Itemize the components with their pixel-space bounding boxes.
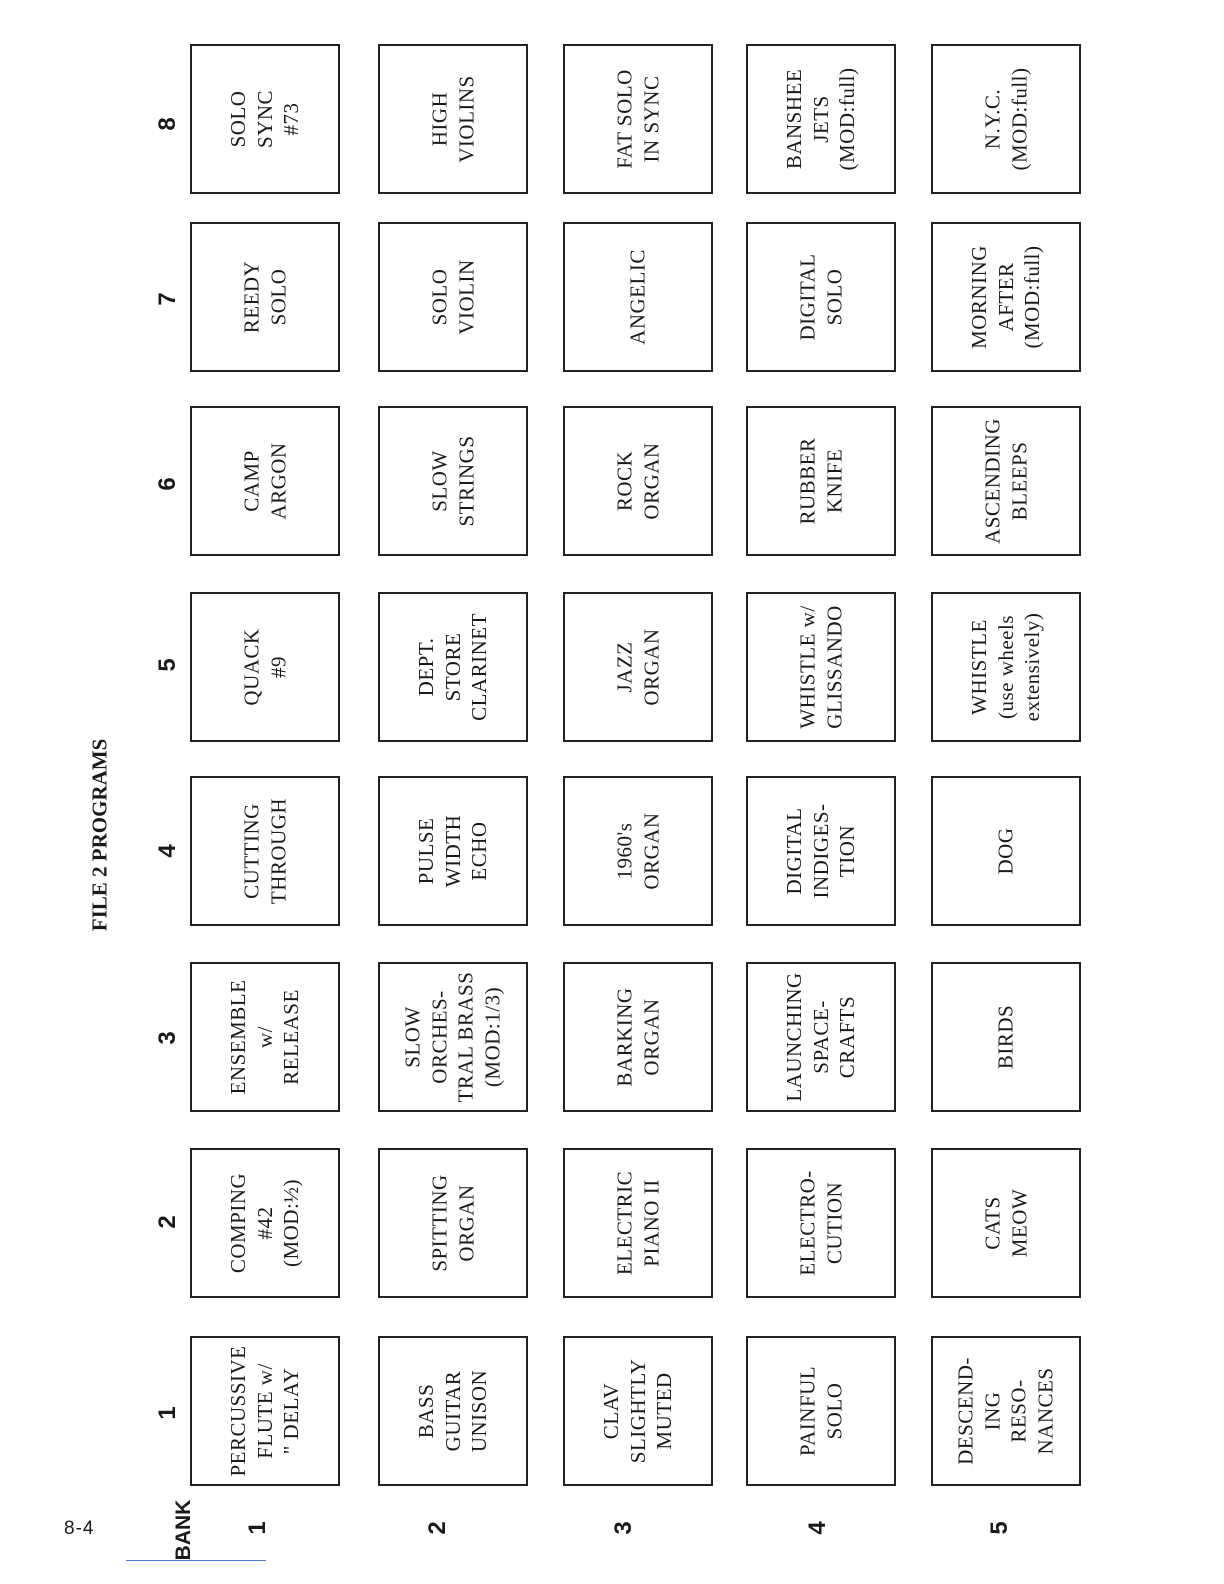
program-name: PERCUSSIVE FLUTE w/ " DELAY bbox=[226, 1345, 304, 1477]
program-name: CUTTING THROUGH bbox=[239, 797, 290, 905]
program-cell-bank4-prog3 bbox=[746, 962, 896, 1112]
program-name: DEPT. STORE CLARINET bbox=[414, 613, 492, 721]
program-cell-bank4-prog1 bbox=[746, 1336, 896, 1486]
bank-number-5: 5 bbox=[986, 1521, 1013, 1535]
program-name: CATS MEOW bbox=[980, 1188, 1031, 1258]
program-name: RUBBER KNIFE bbox=[795, 437, 846, 525]
program-name: LAUNCHING SPACE- CRAFTS bbox=[782, 972, 860, 1102]
program-cell-bank5-prog7 bbox=[931, 222, 1081, 372]
page-title: FILE 2 PROGRAMS bbox=[87, 738, 112, 932]
program-number-3: 3 bbox=[154, 1031, 181, 1045]
program-cell-bank3-prog5 bbox=[563, 592, 713, 742]
program-cell-bank4-prog7 bbox=[746, 222, 896, 372]
program-cell-bank1-prog2 bbox=[190, 1148, 340, 1298]
program-cell-bank1-prog5 bbox=[190, 592, 340, 742]
program-name: ANGELIC bbox=[625, 249, 650, 345]
program-name: BIRDS bbox=[993, 1004, 1018, 1070]
program-cell-bank4-prog4 bbox=[746, 776, 896, 926]
program-cell-bank2-prog4 bbox=[378, 776, 528, 926]
program-name: DESCEND- ING RESO- NANCES bbox=[953, 1357, 1058, 1465]
program-name: COMPING #42 (MOD:½) bbox=[226, 1172, 304, 1274]
program-name: N.Y.C. (MOD:full) bbox=[980, 67, 1031, 171]
program-cell-bank2-prog6 bbox=[378, 406, 528, 556]
program-number-7: 7 bbox=[154, 292, 181, 306]
program-name: ELECTRIC PIANO II bbox=[612, 1170, 663, 1276]
bank-label: BANK bbox=[172, 1499, 195, 1561]
program-cell-bank3-prog6 bbox=[563, 406, 713, 556]
program-cell-bank4-prog8 bbox=[746, 44, 896, 194]
program-cell-bank2-prog2 bbox=[378, 1148, 528, 1298]
program-name: SLOW ORCHES- TRAL BRASS (MOD:1/3) bbox=[400, 971, 505, 1103]
bank-number-2: 2 bbox=[424, 1521, 451, 1535]
program-name: ELECTRO- CUTION bbox=[795, 1170, 846, 1276]
program-name: BASS GUITAR UNISON bbox=[414, 1369, 492, 1453]
program-number-8: 8 bbox=[154, 117, 181, 131]
program-name: HIGH VIOLINS bbox=[427, 75, 478, 163]
program-cell-bank4-prog5 bbox=[746, 592, 896, 742]
bank-number-1: 1 bbox=[244, 1521, 271, 1535]
program-name: SOLO SYNC #73 bbox=[226, 89, 304, 149]
program-cell-bank2-prog8 bbox=[378, 44, 528, 194]
program-cell-bank3-prog7 bbox=[563, 222, 713, 372]
program-name: ROCK ORGAN bbox=[612, 442, 663, 520]
program-cell-bank5-prog3 bbox=[931, 962, 1081, 1112]
program-cell-bank3-prog8 bbox=[563, 44, 713, 194]
program-cell-bank1-prog4 bbox=[190, 776, 340, 926]
program-name: PULSE WIDTH ECHO bbox=[414, 814, 492, 888]
program-cell-bank1-prog1 bbox=[190, 1336, 340, 1486]
program-name: ENSEMBLE w/ RELEASE bbox=[226, 979, 304, 1095]
bank-underline bbox=[126, 1560, 266, 1561]
program-name: REEDY SOLO bbox=[239, 260, 290, 334]
program-name: SPITTING ORGAN bbox=[427, 1174, 478, 1272]
program-number-2: 2 bbox=[154, 1215, 181, 1229]
program-name: DIGITAL INDIGES- TION bbox=[782, 803, 860, 899]
program-cell-bank2-prog1 bbox=[378, 1336, 528, 1486]
program-name: DOG bbox=[993, 827, 1018, 875]
program-cell-bank3-prog3 bbox=[563, 962, 713, 1112]
program-cell-bank2-prog3 bbox=[378, 962, 528, 1112]
program-number-1: 1 bbox=[154, 1406, 181, 1420]
program-name: 1960's ORGAN bbox=[612, 812, 663, 890]
program-cell-bank1-prog8 bbox=[190, 44, 340, 194]
page-number: 8-4 bbox=[64, 1518, 95, 1539]
program-name: DIGITAL SOLO bbox=[795, 253, 846, 341]
program-cell-bank4-prog2 bbox=[746, 1148, 896, 1298]
program-number-4: 4 bbox=[154, 844, 181, 858]
program-cell-bank1-prog3 bbox=[190, 962, 340, 1112]
program-name: WHISTLE (use wheels extensively) bbox=[967, 612, 1045, 722]
program-cell-bank1-prog6 bbox=[190, 406, 340, 556]
program-name: SLOW STRINGS bbox=[427, 435, 478, 527]
program-name: WHISTLE w/ GLISSANDO bbox=[795, 605, 846, 729]
program-name: CLAV SLIGHTLY MUTED bbox=[599, 1358, 677, 1464]
program-name: CAMP ARGON bbox=[239, 442, 290, 520]
program-name: JAZZ ORGAN bbox=[612, 628, 663, 706]
program-name: QUACK #9 bbox=[239, 628, 290, 706]
program-name: PAINFUL SOLO bbox=[795, 1365, 846, 1457]
program-cell-bank5-prog5 bbox=[931, 592, 1081, 742]
program-cell-bank2-prog7 bbox=[378, 222, 528, 372]
program-name: FAT SOLO IN SYNC bbox=[612, 69, 663, 169]
bank-number-4: 4 bbox=[804, 1521, 831, 1535]
program-number-5: 5 bbox=[154, 658, 181, 672]
program-cell-bank5-prog2 bbox=[931, 1148, 1081, 1298]
program-cell-bank4-prog6 bbox=[746, 406, 896, 556]
program-cell-bank3-prog4 bbox=[563, 776, 713, 926]
program-cell-bank1-prog7 bbox=[190, 222, 340, 372]
program-cell-bank5-prog1 bbox=[931, 1336, 1081, 1486]
program-name: ASCENDING BLEEPS bbox=[980, 418, 1031, 544]
bank-number-3: 3 bbox=[610, 1521, 637, 1535]
program-cell-bank3-prog2 bbox=[563, 1148, 713, 1298]
program-name: BARKING ORGAN bbox=[612, 987, 663, 1087]
program-cell-bank5-prog8 bbox=[931, 44, 1081, 194]
program-cell-bank5-prog4 bbox=[931, 776, 1081, 926]
program-name: SOLO VIOLIN bbox=[427, 259, 478, 335]
program-cell-bank3-prog1 bbox=[563, 1336, 713, 1486]
program-cell-bank5-prog6 bbox=[931, 406, 1081, 556]
program-name: MORNING AFTER (MOD:full) bbox=[967, 245, 1045, 349]
program-number-6: 6 bbox=[154, 477, 181, 491]
program-name: BANSHEE JETS (MOD:full) bbox=[782, 67, 860, 171]
program-cell-bank2-prog5 bbox=[378, 592, 528, 742]
